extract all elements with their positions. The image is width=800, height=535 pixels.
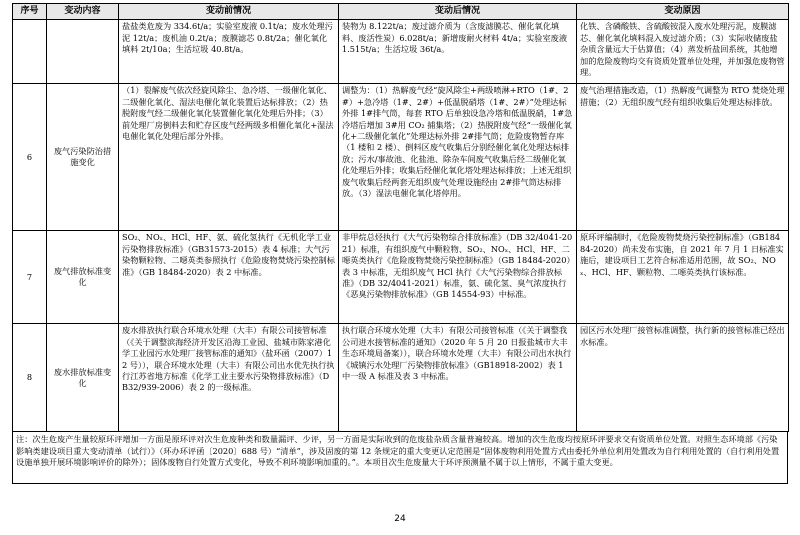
row-before: 废水排放执行联合环境水处理（大丰）有限公司接管标准（《关于调整滨海经济开发区沿海工业园、盐城市陈家港化学工业园污水处理厂接管标准的通知》（盐环函（2007）12 号）），联合环境水处理（大丰）有限公司出水优先执行执行江苏省地方标准《化学工业主要水污染物排放标准》（DB32/939-2006）表 2 的一级标准。 — [119, 324, 339, 432]
row-reason: 化铁、含磷酸铁、含硫酸铵混入废水处理污泥，废膜滤芯、催化氧化填料混入废过滤介质；（3）实际收储废盐杂质含量远大于估算值；（4）蒸发析盐回系统，其他增加的危险废物均交有资质处置单位处理，并加强危废物管理。 — [577, 20, 789, 84]
row-index: 7 — [13, 231, 47, 324]
change-table — [12, 3, 789, 432]
row-after: 调整为：（1）热解废气经“旋风除尘+两级喷淋+RTO（1#、2#）+急冷塔（1#、2#）+低温脱硝塔（1#、2#）”处理达标外排 1#排气筒，每套 RTO 后单独设急冷塔和低温脱硝，1#急冷塔后增加 3#用 CO₂ 捕集塔；（2）热脱附废气经“一级催化氧化+二级催化氧化”处理达标外排 2#排气筒；危险废物暂存库（1 楼和 2 楼）、倒料区废气收集后分别经催化氧化处理达标排放；污水/事故池、化盐池、除杂车间废气收集后经二级催化氧化处理后外排；收集后经催化氧化塔处理达标排放；上述无组织废气收集后经两套无组织废气处理设施经由 2#排气筒达标排放。（3）湿法电催化氧化塔停用。 — [339, 84, 577, 231]
row-after: 装物为 8.122t/a；废过滤介质为（含废滤膜芯、催化氧化填料、废活性炭）6.028t/a；新增废耐火材料 4t/a；实验室废液 1.515t/a；生活垃圾 36t/a。 — [339, 20, 577, 84]
row-index — [13, 20, 47, 84]
row-before: SO₂、NOₓ、HCl、HF、氨、硫化氢执行《无机化学工业污染物排放标准》（GB31573-2015）表 4 标准；大气污染物颗粒物、二噁英类参照执行《危险废物焚烧污染控制标准》（GB 18484-2020）表 2 中标准。 — [119, 231, 339, 324]
page-number: 24 — [394, 514, 406, 524]
table-row — [13, 231, 789, 324]
row-reason: 废气治理措施改造，（1）热解废气调整为 RTO 焚烧处理措施；（2）无组织废气经有组织收集后处理达标排放。 — [577, 84, 789, 231]
header-after: 变动后情况 — [339, 4, 577, 20]
row-before: （1）裂解废气依次经旋风除尘、急冷塔、一级催化氧化、二级催化氧化、湿法电催化氧化装置后达标排放；（2）热脱附废气经二级催化氧化装置催化氧化处理后外排；（3）前处理厂房倒料去和贮存区废气经两级多相催化氧化+湿法电催化氧化处理后部分外排。 — [119, 84, 339, 231]
header-reason: 变动原因 — [577, 4, 789, 20]
row-after: 非甲烷总烃执行《大气污染物综合排放标准》（DB 32/4041-2021）标准，有组织废气中颗粒物、SO₂、NOₓ、HCl、HF、二噁英类执行《危险废物焚烧污染控制标准》（GB 18484-2020）表 3 中标准，无组织废气 HCl 执行《大气污染物综合排放标准》（DB 32/4041-2021）标准，氨、硫化氢、臭气浓度执行《恶臭污染物排放标准》（GB 14554-93）中标准。 — [339, 231, 577, 324]
document-page — [12, 3, 788, 484]
row-reason: 原环评编制时，《危险废物焚烧污染控制标准》（GB18484-2020）尚未发布实施，自 2021 年 7 月 1 日标准实施后，建设项目工艺符合标准适用范围，故 SO₂、NOₓ、HCl、HF、颗粒物、二噁英类执行该标准。 — [577, 231, 789, 324]
row-before: 盐盐类危废为 334.6t/a；实验室废液 0.1t/a；废水处理污泥 12t/a；废机油 0.2t/a；废膜滤芯 0.8t/2a；催化氧化填料 2t/10a；生活垃圾 40.8t/a。 — [119, 20, 339, 84]
header-before: 变动前情况 — [119, 4, 339, 20]
table-row — [13, 84, 789, 231]
row-index: 8 — [13, 324, 47, 432]
row-after: 执行联合环境水处理（大丰）有限公司接管标准（《关于调整我公司进水接管标准的通知》（2020 年 5 月 20 日报盐城市大丰生态环境局备案）），联合环境水处理（大丰）有限公司出水执行《城镇污水处理厂污染物排放标准》（GB18918-2002）表 1 中一级 A 标准及表 3 中标准。 — [339, 324, 577, 432]
table-footnote: 注：次生危废产生量较原环评增加一方面是原环评对次生危废种类和数量漏评、少评，另一方面是实际收到的危废盐杂质含量普遍较高。增加的次生危废均按原环评要求交有资质单位处置。对照生态环境部《污染影响类建设项目重大变动清单（试行）》（环办环评函〔2020〕688 号）“清单”，涉及固废的第 12 条规定的重大变更认定范围是“固体废物利用处置方式由委托外单位利用处置改为自行利用处置的（自行利用处置设施单独开展环境影响评价的除外）；固体废物自行处置方式变化，导致不利环境影响加重的。”。本项目次生危废量大于环评预测量不属于以上情形，不属于重大变更。 — [12, 432, 788, 484]
table-header-row — [13, 4, 789, 20]
header-index: 序号 — [13, 4, 47, 20]
row-item: 废水排放标准变化 — [47, 324, 119, 432]
row-index: 6 — [13, 84, 47, 231]
row-item: 废气污染防治措施变化 — [47, 84, 119, 231]
row-reason: 园区污水处理厂接管标准调整，执行新的接管标准已经出水标准。 — [577, 324, 789, 432]
row-item: 废气排放标准变化 — [47, 231, 119, 324]
header-item: 变动内容 — [47, 4, 119, 20]
row-item — [47, 20, 119, 84]
table-row — [13, 20, 789, 84]
table-row — [13, 324, 789, 432]
